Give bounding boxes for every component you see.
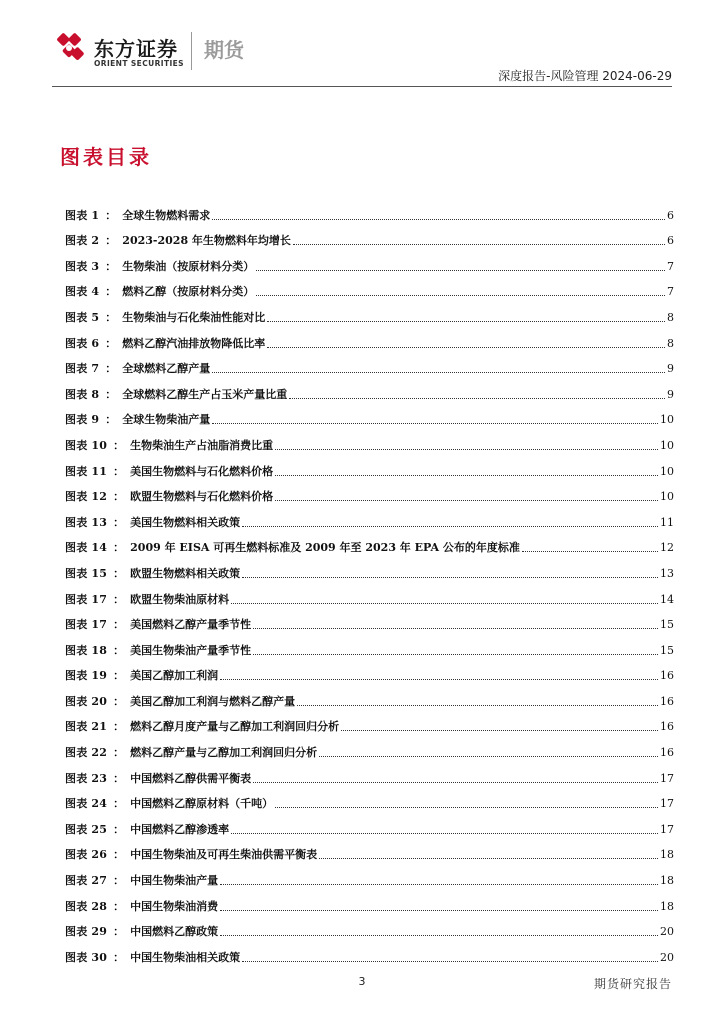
toc-item-label: 图表 18 xyxy=(65,643,108,657)
toc-item-separator: ： xyxy=(105,208,117,222)
toc-item-text: 中国生物柴油及可再生柴油供需平衡表 xyxy=(130,848,318,862)
toc-item-text: 全球燃料乙醇产量 xyxy=(122,362,211,376)
toc-item-page: 9 xyxy=(667,362,674,376)
toc-item-label: 图表 17 xyxy=(65,592,108,606)
toc-item-text: 中国燃料乙醇政策 xyxy=(130,925,219,939)
toc-item-label: 图表 13 xyxy=(65,515,108,529)
toc-leader-dots xyxy=(275,475,658,476)
toc-item-label: 图表 30 xyxy=(65,950,108,964)
toc-item-page: 17 xyxy=(660,771,674,785)
toc-item-page: 7 xyxy=(667,285,674,299)
toc-item[interactable] xyxy=(65,427,674,453)
toc-leader-dots xyxy=(267,347,665,348)
toc-item-page: 8 xyxy=(667,336,674,350)
toc-item[interactable] xyxy=(65,197,674,223)
toc-leader-dots xyxy=(253,654,658,655)
toc-item-text: 美国生物燃料与石化燃料价格 xyxy=(130,464,274,478)
toc-item-label: 图表 20 xyxy=(65,694,108,708)
toc-item-label: 图表 21 xyxy=(65,720,108,734)
toc-leader-dots xyxy=(289,398,665,399)
logo-divider xyxy=(191,32,192,70)
toc-item-label: 图表 3 xyxy=(65,259,100,273)
toc-leader-dots xyxy=(275,807,658,808)
toc-item-separator: ： xyxy=(113,950,125,964)
toc-item-page: 15 xyxy=(660,643,674,657)
toc-item-label: 图表 22 xyxy=(65,746,108,760)
toc-item-page: 16 xyxy=(660,669,674,683)
toc-item-separator: ： xyxy=(113,848,125,862)
toc-item-text: 中国生物柴油相关政策 xyxy=(130,950,241,964)
toc-item-separator: ： xyxy=(105,310,117,324)
toc-leader-dots xyxy=(242,961,658,962)
toc-item[interactable] xyxy=(65,786,674,812)
toc-item-text: 燃料乙醇（按原材料分类） xyxy=(122,285,255,299)
toc-item-separator: ： xyxy=(105,413,117,427)
toc-item-label: 图表 15 xyxy=(65,566,108,580)
toc-item-label: 图表 12 xyxy=(65,490,108,504)
toc-item[interactable] xyxy=(65,479,674,505)
toc-item-label: 图表 25 xyxy=(65,822,108,836)
toc-item-label: 图表 14 xyxy=(65,541,108,555)
toc-item-page: 6 xyxy=(667,234,674,248)
toc-item[interactable] xyxy=(65,581,674,607)
toc-leader-dots xyxy=(220,935,658,936)
toc-item-separator: ： xyxy=(113,464,125,478)
toc-item-separator: ： xyxy=(113,822,125,836)
toc-leader-dots xyxy=(297,705,658,706)
toc-item-page: 10 xyxy=(660,438,674,452)
toc-item-text: 欧盟生物燃料相关政策 xyxy=(130,566,241,580)
toc-item-text: 中国燃料乙醇原材料（千吨） xyxy=(130,797,274,811)
toc-item[interactable] xyxy=(65,760,674,786)
toc-item-separator: ： xyxy=(113,438,125,452)
toc-item-separator: ： xyxy=(113,797,125,811)
toc-item-text: 燃料乙醇汽油排放物降低比率 xyxy=(122,336,266,350)
toc-item-page: 20 xyxy=(660,925,674,939)
brand-name-en: ORIENT SECURITIES xyxy=(94,59,184,68)
header-rule xyxy=(52,86,672,87)
toc-item-separator: ： xyxy=(113,566,125,580)
toc-item[interactable] xyxy=(65,376,674,402)
toc-item-page: 18 xyxy=(660,899,674,913)
toc-item-text: 中国燃料乙醇渗透率 xyxy=(130,822,230,836)
toc-item[interactable] xyxy=(65,402,674,428)
toc-item-separator: ： xyxy=(113,643,125,657)
toc-leader-dots xyxy=(220,679,658,680)
toc-item-text: 生物柴油生产占油脂消费比重 xyxy=(130,438,274,452)
toc-item-separator: ： xyxy=(105,285,117,299)
toc-item-separator: ： xyxy=(105,234,117,248)
toc-title: 图表目录 xyxy=(60,145,152,169)
toc-item-label: 图表 10 xyxy=(65,438,108,452)
toc-leader-dots xyxy=(319,756,658,757)
toc-item-label: 图表 11 xyxy=(65,464,108,478)
toc-item-page: 10 xyxy=(660,464,674,478)
toc-item-page: 17 xyxy=(660,797,674,811)
toc-leader-dots xyxy=(522,551,658,552)
toc-item-page: 10 xyxy=(660,490,674,504)
toc-item-text: 中国生物柴油产量 xyxy=(130,874,219,888)
toc-item-separator: ： xyxy=(105,387,117,401)
toc-item-text: 中国生物柴油消费 xyxy=(130,899,219,913)
toc-item[interactable] xyxy=(65,504,674,530)
orient-securities-logo-icon xyxy=(52,31,86,65)
toc-item-separator: ： xyxy=(105,259,117,273)
toc-item-label: 图表 6 xyxy=(65,336,100,350)
toc-item[interactable] xyxy=(65,248,674,274)
toc-item-page: 7 xyxy=(667,259,674,273)
toc-leader-dots xyxy=(275,500,658,501)
toc-item-text: 美国燃料乙醇产量季节性 xyxy=(130,618,252,632)
toc-item-text: 全球燃料乙醇生产占玉米产量比重 xyxy=(122,387,288,401)
toc-leader-dots xyxy=(341,730,658,731)
page-header xyxy=(0,0,724,90)
toc-item-separator: ： xyxy=(113,541,125,555)
toc-item[interactable] xyxy=(65,325,674,351)
toc-item-page: 16 xyxy=(660,720,674,734)
toc-item-label: 图表 9 xyxy=(65,413,100,427)
toc-item-text: 美国生物燃料相关政策 xyxy=(130,515,241,529)
toc-item-page: 14 xyxy=(660,592,674,606)
toc-item[interactable] xyxy=(65,683,674,709)
toc-item[interactable] xyxy=(65,709,674,735)
toc-leader-dots xyxy=(267,321,665,322)
toc-item-label: 图表 4 xyxy=(65,285,100,299)
toc-leader-dots xyxy=(275,449,658,450)
page-number: 3 xyxy=(358,975,366,988)
toc-item-text: 全球生物燃料需求 xyxy=(122,208,211,222)
toc-item-page: 11 xyxy=(660,515,674,529)
toc-item-page: 16 xyxy=(660,694,674,708)
toc-item[interactable] xyxy=(65,888,674,914)
toc-item-label: 图表 26 xyxy=(65,848,108,862)
toc-item-text: 美国乙醇加工利润与燃料乙醇产量 xyxy=(130,694,296,708)
toc-item-text: 欧盟生物柴油原材料 xyxy=(130,592,230,606)
toc-leader-dots xyxy=(293,244,665,245)
toc-item-page: 18 xyxy=(660,874,674,888)
toc-item-label: 图表 19 xyxy=(65,669,108,683)
toc-item-separator: ： xyxy=(105,362,117,376)
toc-item-separator: ： xyxy=(113,592,125,606)
toc-item[interactable] xyxy=(65,555,674,581)
toc-item-text: 美国生物柴油产量季节性 xyxy=(130,643,252,657)
toc-item[interactable] xyxy=(65,299,674,325)
toc-item-page: 6 xyxy=(667,208,674,222)
toc-item-separator: ： xyxy=(113,694,125,708)
toc-item-text: 美国乙醇加工利润 xyxy=(130,669,219,683)
division-label: 期货 xyxy=(204,38,244,62)
toc-leader-dots xyxy=(242,526,658,527)
toc-item-page: 16 xyxy=(660,746,674,760)
brand-name-cn: 东方证券 xyxy=(94,37,178,61)
toc-item[interactable] xyxy=(65,530,674,556)
toc-leader-dots xyxy=(253,782,658,783)
toc-item[interactable] xyxy=(65,837,674,863)
toc-item[interactable] xyxy=(65,632,674,658)
toc-item-label: 图表 2 xyxy=(65,234,100,248)
toc-item-text: 生物柴油与石化柴油性能对比 xyxy=(122,310,266,324)
toc-item-page: 17 xyxy=(660,822,674,836)
toc-leader-dots xyxy=(212,423,658,424)
toc-item-text: 欧盟生物燃料与石化燃料价格 xyxy=(130,490,274,504)
toc-item-label: 图表 23 xyxy=(65,771,108,785)
toc-item-page: 18 xyxy=(660,848,674,862)
toc-item[interactable] xyxy=(65,658,674,684)
toc-item[interactable] xyxy=(65,351,674,377)
toc-item-text: 燃料乙醇月度产量与乙醇加工利润回归分析 xyxy=(130,720,340,734)
toc-item[interactable] xyxy=(65,811,674,837)
toc-item-separator: ： xyxy=(113,669,125,683)
toc-item-text: 燃料乙醇产量与乙醇加工利润回归分析 xyxy=(130,746,318,760)
toc-item-label: 图表 8 xyxy=(65,387,100,401)
toc-leader-dots xyxy=(319,858,658,859)
toc-item-page: 8 xyxy=(667,310,674,324)
toc-item[interactable] xyxy=(65,914,674,940)
toc-item-page: 12 xyxy=(660,541,674,555)
toc-item-label: 图表 24 xyxy=(65,797,108,811)
toc-item-label: 图表 17 xyxy=(65,618,108,632)
toc-leader-dots xyxy=(220,884,658,885)
toc-item-page: 10 xyxy=(660,413,674,427)
toc-item-text: 2009 年 EISA 可再生燃料标准及 2009 年至 2023 年 EPA 公布的年度标准 xyxy=(130,541,520,555)
toc-item-separator: ： xyxy=(113,618,125,632)
toc-item-separator: ： xyxy=(113,490,125,504)
toc-list xyxy=(65,197,674,965)
toc-item-separator: ： xyxy=(113,925,125,939)
toc-item-label: 图表 5 xyxy=(65,310,100,324)
toc-leader-dots xyxy=(242,577,658,578)
toc-item-text: 全球生物柴油产量 xyxy=(122,413,211,427)
toc-leader-dots xyxy=(212,372,665,373)
toc-leader-dots xyxy=(256,295,665,296)
footer-report-type: 期货研究报告 xyxy=(593,977,672,991)
toc-item[interactable] xyxy=(65,607,674,633)
toc-item-separator: ： xyxy=(113,746,125,760)
toc-item-separator: ： xyxy=(105,336,117,350)
toc-item-separator: ： xyxy=(113,720,125,734)
toc-item-text: 中国燃料乙醇供需平衡表 xyxy=(130,771,252,785)
toc-item-text: 生物柴油（按原材料分类） xyxy=(122,259,255,273)
toc-item-label: 图表 27 xyxy=(65,874,108,888)
toc-item-separator: ： xyxy=(113,899,125,913)
toc-leader-dots xyxy=(220,910,658,911)
report-meta: 深度报告-风险管理 2024-06-29 xyxy=(498,69,672,83)
toc-item-page: 9 xyxy=(667,387,674,401)
toc-item[interactable] xyxy=(65,862,674,888)
toc-leader-dots xyxy=(212,219,665,220)
toc-item-label: 图表 1 xyxy=(65,208,100,222)
toc-item-label: 图表 28 xyxy=(65,899,108,913)
toc-leader-dots xyxy=(256,270,665,271)
toc-item[interactable] xyxy=(65,453,674,479)
toc-item-page: 13 xyxy=(660,566,674,580)
toc-item-separator: ： xyxy=(113,771,125,785)
toc-item-page: 20 xyxy=(660,950,674,964)
toc-item[interactable] xyxy=(65,223,674,249)
toc-leader-dots xyxy=(231,603,658,604)
toc-leader-dots xyxy=(253,628,658,629)
toc-item-page: 15 xyxy=(660,618,674,632)
toc-item-label: 图表 29 xyxy=(65,925,108,939)
toc-leader-dots xyxy=(231,833,658,834)
toc-item-label: 图表 7 xyxy=(65,362,100,376)
toc-item[interactable] xyxy=(65,939,674,965)
toc-item[interactable] xyxy=(65,274,674,300)
toc-item-separator: ： xyxy=(113,874,125,888)
toc-item-text: 2023-2028 年生物燃料年均增长 xyxy=(122,234,291,248)
toc-item[interactable] xyxy=(65,734,674,760)
toc-item-separator: ： xyxy=(113,515,125,529)
